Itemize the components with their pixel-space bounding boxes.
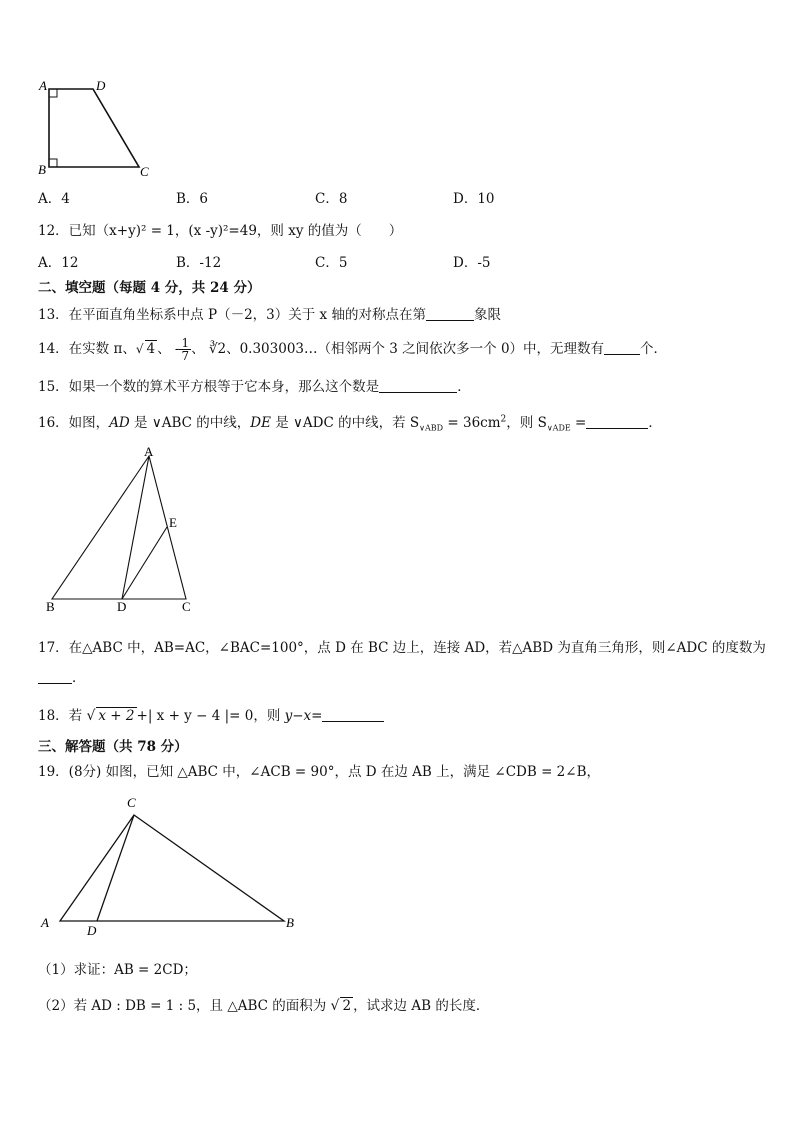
- q13-stem: [38, 303, 501, 323]
- q18-expr: y−x: [284, 708, 312, 724]
- q16-sup1: 2: [500, 414, 507, 425]
- vertex-label-b: B: [46, 599, 55, 614]
- right-angle-mark-b: [49, 159, 57, 167]
- q12-option-c: C．5: [315, 255, 348, 271]
- q14-frac-num: 1: [181, 336, 190, 350]
- vertex-label-c: C: [182, 599, 191, 614]
- vertex-label-d: D: [87, 923, 97, 938]
- q17-answer-blank[interactable]: [38, 669, 72, 684]
- trapezoid-figure: [30, 75, 160, 180]
- q14-sep2: 、 ∛2、0.303003…（相邻两个 3 之间依次多一个 0）中，无理数有: [191, 341, 605, 357]
- q18-stem: 18．若 √ x + 2 +| x + y − 4 |= 0，则 y−x=: [38, 704, 384, 724]
- q17-stem: 17．在△ABC 中，AB=AC，∠BAC=100°，点 D 在 BC 边上，连接 AD，若△ABD 为直角三角形，则∠ADC 的度数为: [38, 640, 766, 656]
- vertex-label-d: D: [96, 78, 106, 93]
- q13-answer-blank[interactable]: [426, 306, 474, 321]
- section-2-title: 二、填空题（每题 4 分，共 24 分）: [38, 280, 261, 296]
- q19-part2: （2）若 AD : DB = 1 : 5，且 △ABC 的面积为 √ 2 ，试求边 AB 的长度．: [38, 998, 490, 1014]
- q14-fraction: [179, 337, 191, 362]
- q14-post: 个．: [640, 341, 668, 357]
- q19-stem: 19．(8分) 如图，已知 △ABC 中，∠ACB = 90°，点 D 在边 AB 上，满足 ∠CDB = 2∠B，: [38, 764, 600, 780]
- q19-part2-pre: （2）若 AD : DB = 1 : 5，且 △ABC 的面积为: [38, 998, 331, 1014]
- q14-frac-den: 7: [181, 349, 190, 363]
- vertex-label-e: E: [169, 515, 177, 530]
- q11-option-d: D．10: [453, 191, 495, 207]
- right-angle-mark-a: [49, 89, 57, 97]
- q11-option-b: B．6: [176, 191, 209, 207]
- q19-part2-post: ，试求边 AB 的长度．: [353, 998, 490, 1014]
- q11-option-a: A．4: [38, 191, 70, 207]
- q18-mid: +| x + y − 4 |= 0，则: [136, 708, 285, 724]
- q16-mid4: ，则 S: [506, 415, 547, 431]
- q12-option-a: A．12: [38, 255, 79, 271]
- vertex-label-b: B: [286, 915, 294, 930]
- vertex-label-a: A: [144, 444, 154, 459]
- q14-stem: 14．在实数 π、√ 4 、 - $\frac{1}{7}$ 、 ∛2、0.303003…（相邻两个 3 之间依次多一个 0）中，无理数有 个．: [38, 336, 668, 363]
- trapezoid-shape: [49, 89, 139, 167]
- triangle-median-figure: [38, 444, 198, 616]
- q16-ad: AD: [109, 415, 130, 431]
- q12-option-d: D．-5: [453, 255, 491, 271]
- q13-pre: 13．在平面直角坐标系中点: [38, 307, 208, 323]
- q12-stem: 12．已知（x+y)² = 1，(x -y)²=49，则 xy 的值为（ ）: [38, 223, 403, 239]
- q11-option-c: C．8: [315, 191, 348, 207]
- q17-line2: [38, 666, 86, 686]
- triangle-abc: [52, 456, 186, 599]
- q16-answer-blank[interactable]: [586, 414, 648, 429]
- q13-post: 象限: [473, 307, 501, 323]
- q19-part1: （1）求证：AB = 2CD；: [38, 962, 197, 978]
- q17-end: ．: [72, 670, 86, 686]
- q16-post: =: [570, 415, 587, 431]
- q19-part2-radicand: 2: [342, 998, 352, 1014]
- section-3-title: 三、解答题（共 78 分）: [38, 739, 188, 755]
- vertex-label-c: C: [140, 164, 149, 179]
- q14-sep1: 、 -: [157, 341, 180, 357]
- q15-answer-blank[interactable]: [379, 378, 457, 393]
- q16-stem: 16．如图，AD 是 ∨ABC 的中线，DE 是 ∨ADC 的中线，若 $S_{\vee ABD} = 36cm^2$，则 $S_{\vee ADE}$ = ．: [38, 414, 662, 433]
- q13-point: P（－2，3）关于 x 轴的对称点在第: [207, 307, 426, 323]
- q18-radicand: x + 2: [98, 708, 135, 724]
- vertex-label-a: A: [39, 78, 47, 93]
- q15-post: ．: [457, 379, 471, 395]
- q16-sub1: ∨ABD: [419, 423, 444, 433]
- q16-mid2: 是 ∨ADC 的中线，若 S: [270, 415, 420, 431]
- q18-answer-blank[interactable]: [322, 707, 384, 722]
- q16-mid3: = 36cm: [443, 415, 501, 431]
- triangle-cd-figure: [38, 793, 300, 943]
- q16-de: DE: [250, 415, 271, 431]
- vertex-label-d: D: [117, 599, 127, 614]
- q15-pre: 15．如果一个数的算术平方根等于它本身，那么这个数是: [38, 379, 380, 395]
- segment-cd: [97, 815, 134, 921]
- q14-sqrt4: 4: [146, 341, 156, 357]
- q16-pre: 16．如图，: [38, 415, 110, 431]
- triangle-abc: [60, 815, 284, 921]
- vertex-label-b: B: [38, 162, 46, 177]
- q16-sub2: ∨ADE: [546, 423, 571, 433]
- q14-answer-blank[interactable]: [604, 340, 640, 355]
- q14-pre: 14．在实数 π、: [38, 341, 136, 357]
- q16-mid1: 是 ∨ABC 的中线，: [129, 415, 251, 431]
- vertex-label-c: C: [127, 795, 136, 810]
- vertex-label-a: A: [41, 915, 49, 930]
- q15-stem: [38, 375, 471, 395]
- q18-post: =: [311, 708, 323, 724]
- q18-pre: 18．若: [38, 708, 87, 724]
- q12-option-b: B．-12: [176, 255, 222, 271]
